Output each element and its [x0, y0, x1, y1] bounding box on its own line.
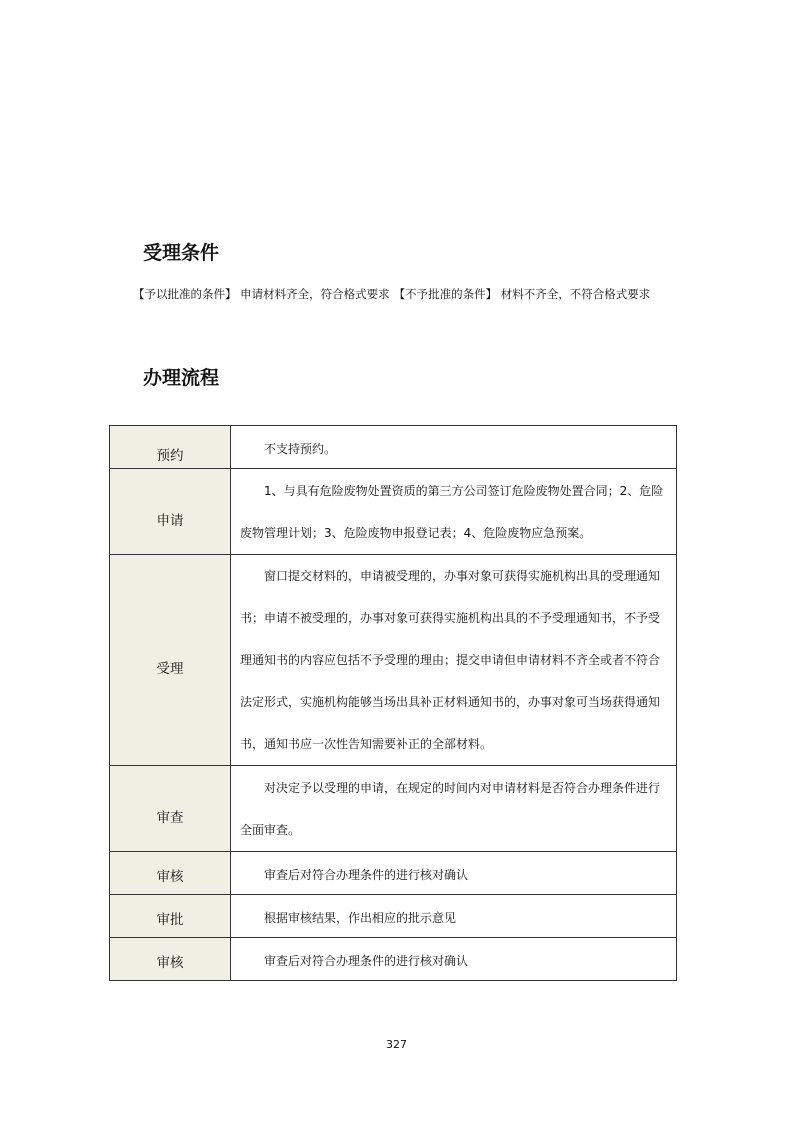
- step-description: 1、与具有危险废物处置资质的第三方公司签订危险废物处置合同；2、危险废物管理计划；3、危险废物申报登记表；4、危险废物应急预案。: [231, 469, 677, 555]
- step-label: 审查: [110, 766, 231, 852]
- step-label: 审批: [110, 895, 231, 938]
- step-description: 审查后对符合办理条件的进行核对确认: [231, 852, 677, 895]
- step-description: 对决定予以受理的申请，在规定的时间内对申请材料是否符合办理条件进行全面审查。: [231, 766, 677, 852]
- conditions-heading: 受理条件: [143, 242, 220, 264]
- table-row: [110, 766, 677, 852]
- page-number: 327: [386, 1038, 407, 1051]
- rejection-condition: 【不予批准的条件】 材料不齐全，不符合格式要求: [393, 287, 651, 301]
- table-row: [110, 895, 677, 938]
- step-description: 不支持预约。: [231, 426, 677, 469]
- step-label: 审核: [110, 852, 231, 895]
- step-description: 窗口提交材料的，申请被受理的，办事对象可获得实施机构出具的受理通知书；申请不被受理的，办事对象可获得实施机构出具的不予受理通知书，不予受理通知书的内容应包括不予受理的理由；提交申请但申请材料不齐全或者不符合法定形式，实施机构能够当场出具补正材料通知书的，办事对象可当场获得通知书，通知书应一次性告知需要补正的全部材料。: [231, 555, 677, 766]
- step-description: 根据审核结果，作出相应的批示意见: [231, 895, 677, 938]
- conditions-text: [133, 286, 654, 302]
- table-row: [110, 938, 677, 981]
- step-label: 预约: [110, 426, 231, 469]
- table-row: [110, 469, 677, 555]
- approval-condition: 【予以批准的条件】 申请材料齐全，符合格式要求: [133, 287, 390, 301]
- step-label: 受理: [110, 555, 231, 766]
- table-row: [110, 555, 677, 766]
- process-heading: 办理流程: [143, 367, 220, 389]
- process-table: [109, 425, 677, 981]
- step-label: 审核: [110, 938, 231, 981]
- table-row: [110, 426, 677, 469]
- step-description: 审查后对符合办理条件的进行核对确认: [231, 938, 677, 981]
- step-label: 申请: [110, 469, 231, 555]
- table-row: [110, 852, 677, 895]
